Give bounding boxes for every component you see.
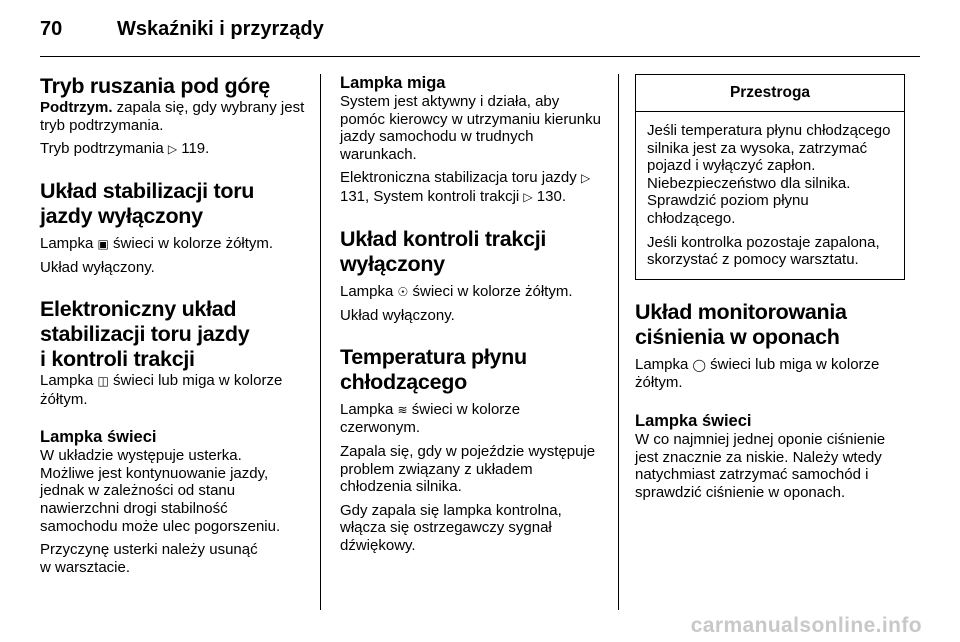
subsection-title: Lampka miga <box>340 74 446 92</box>
section-title: Układ monitorowania ciśnienia w oponach <box>635 299 847 349</box>
column-1 <box>40 74 308 576</box>
triangle-right-icon: ▷ <box>580 171 591 186</box>
column-3 <box>635 74 905 501</box>
column-divider <box>320 74 321 610</box>
esc-icon: ◫ <box>97 373 109 388</box>
paragraph: Tryb podtrzymania ▷ 119. <box>40 140 210 158</box>
paragraph: Lampka ≋ świeci w kolorze czerwonym. <box>340 400 521 437</box>
page-header <box>40 16 920 57</box>
watermark: carmanualsonline.info <box>690 614 922 637</box>
column-divider <box>618 74 619 610</box>
paragraph: System jest aktywny i działa, aby pomóc kierowcy w utrzymaniu kierunku jazdy samochodu w trudnych warunkach. <box>340 93 601 163</box>
paragraph: W co najmniej jednej oponie ciśnienie jest znacznie za niskie. Należy wtedy natychmiast zatrzymać samochód i sprawdzić ciśnienie w oponach. <box>635 430 886 501</box>
paragraph: Jeśli temperatura płynu chłodzącego silnika jest za wysoka, zatrzymać pojazd i wyłączyć zapłon. Niebezpieczeństwo dla silnika. Sprawdzić poziom płynu chłodzącego. <box>647 122 891 227</box>
triangle-right-icon: ▷ <box>523 189 533 204</box>
paragraph: Jeśli kontrolka pozostaje zapalona, skorzystać z pomocy warsztatu. <box>647 233 880 269</box>
page-number: 70 <box>40 18 63 40</box>
warning-title: Przestroga <box>636 75 904 112</box>
tc-off-icon: ☉ <box>397 284 409 299</box>
paragraph: Lampka ▣ świeci w kolorze żółtym. <box>40 234 274 252</box>
tire-pressure-icon: ◯ <box>692 357 706 372</box>
column-2 <box>340 74 602 555</box>
section-title: Układ stabilizacji toru jazdy wyłączony <box>40 178 255 228</box>
paragraph: Lampka ◯ świeci lub miga w kolorze żółtym. <box>635 355 880 392</box>
paragraph: Układ wyłączony. <box>40 259 155 277</box>
paragraph: Podtrzym. zapala się, gdy wybrany jest tryb podtrzymania. <box>40 99 305 134</box>
paragraph: Układ wyłączony. <box>340 307 455 325</box>
section-title: Temperatura płynu chłodzącego <box>340 344 527 394</box>
paragraph: Gdy zapala się lampka kontrolna, włącza się ostrzegawczy sygnał dźwiękowy. <box>340 501 562 554</box>
paragraph: Przyczynę usterki należy usunąć w warsztacie. <box>40 541 258 576</box>
paragraph: Lampka ☉ świeci w kolorze żółtym. <box>340 282 573 300</box>
section-title: Tryb ruszania pod górę <box>40 74 270 98</box>
paragraph: Elektroniczna stabilizacja toru jazdy ▷ 131, System kontroli trakcji ▷ 130. <box>340 169 591 205</box>
warning-body <box>636 112 904 279</box>
subsection-title: Lampka świeci <box>635 411 752 430</box>
subsection-title: Lampka świeci <box>40 428 157 447</box>
paragraph: W układzie występuje usterka. Możliwe jest kontynuowanie jazdy, jednak w zależności od stanu nawierzchni drogi stabilność samochodu może ulec pogorszeniu. <box>40 447 281 535</box>
label-bold: Podtrzym. <box>40 99 113 116</box>
paragraph: Lampka ◫ świeci lub miga w kolorze żółtym. <box>40 371 283 408</box>
section-title: Układ kontroli trakcji wyłączony <box>340 226 547 276</box>
triangle-right-icon: ▷ <box>167 142 178 157</box>
page-title: Wskaźniki i przyrządy <box>117 18 324 40</box>
esc-off-icon: ▣ <box>97 236 109 251</box>
paragraph: Zapala się, gdy w pojeździe występuje problem związany z układem chłodzenia silnika. <box>340 442 596 496</box>
warning-box <box>635 74 905 280</box>
coolant-temperature-icon: ≋ <box>397 402 408 417</box>
section-title: Elektroniczny układ stabilizacji toru jazdy i kontroli trakcji <box>40 296 250 371</box>
